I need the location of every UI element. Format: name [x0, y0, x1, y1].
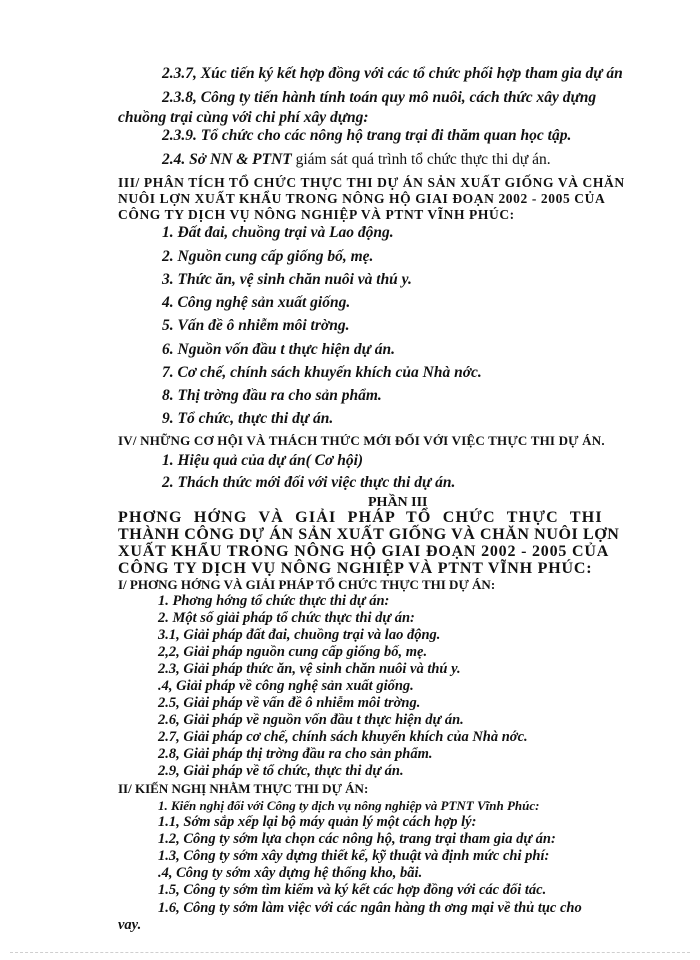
part-i-item: 2.6, Giải pháp về nguồn vốn đầu t thực hiện dự án.	[158, 712, 464, 728]
section-iii-heading-1: III/ PHÂN TÍCH TỔ CHỨC THỰC THI DỰ ÁN SẢN XUẤT GIỐNG VÀ CHĂN	[118, 175, 625, 190]
part-i-item: 2.3, Giải pháp thức ăn, vệ sinh chăn nuôi và thú y.	[158, 661, 461, 677]
section-iii-item: 3. Thức ăn, vệ sinh chăn nuôi và thú y.	[162, 271, 412, 288]
part-ii-item: 1.2, Công ty sớm lựa chọn các nông hộ, trang trại tham gia dự án:	[158, 831, 556, 847]
item-2-4-bold: 2.4. Sở NN & PTNT	[162, 151, 292, 168]
part-i-item: 2.7, Giải pháp cơ chế, chính sách khuyến khích của Nhà nớc.	[158, 729, 528, 745]
section-iii-item: 4. Công nghệ sản xuất giống.	[162, 294, 351, 311]
item-2-3-8: 2.3.8, Công ty tiến hành tính toán quy mô nuôi, cách thức xây dựng	[162, 89, 597, 106]
section-iii-item: 6. Nguồn vốn đầu t thực hiện dự án.	[162, 341, 396, 358]
part-title-3: XUẤT KHẨU TRONG NÔNG HỘ GIAI ĐOẠN 2002 - 2005 CỦA	[118, 543, 610, 560]
part-i-item: 1. Phơng hớng tổ chức thực thi dự án:	[158, 593, 390, 609]
part-ii-item: .4, Công ty sớm xây dựng hệ thống kho, bãi.	[158, 865, 423, 881]
part-i-item: 3.1, Giải pháp đất đai, chuồng trại và lao động.	[158, 627, 441, 643]
part-i-item: 2.5, Giải pháp về vấn đề ô nhiễm môi trờng.	[158, 695, 421, 711]
part-ii-item-cont: vay.	[118, 917, 142, 933]
section-iii-heading-2: NUÔI LỢN XUẤT KHẨU TRONG NÔNG HỘ GIAI ĐOẠN 2002 - 2005 CỦA	[118, 191, 606, 206]
page-bottom-divider	[10, 952, 690, 953]
part-i-item: 2.9, Giải pháp về tổ chức, thực thi dự án.	[158, 763, 404, 779]
part-ii-heading: II/ KIẾN NGHỊ NHẰM THỰC THI DỰ ÁN:	[118, 781, 369, 796]
item-2-3-9: 2.3.9. Tổ chức cho các nông hộ trang trại đi thăm quan học tập.	[162, 127, 572, 144]
item-2-3-8-cont: chuồng trại cùng với chi phí xây dựng:	[118, 109, 369, 126]
part-ii-item: 1.6, Công ty sớm làm việc với các ngân hàng th ơng mại về thủ tục cho	[158, 900, 582, 916]
item-2-3-7: 2.3.7, Xúc tiến ký kết hợp đồng với các tổ chức phối hợp tham gia dự án	[162, 65, 623, 82]
part-ii-item: 1.5, Công ty sớm tìm kiếm và ký kết các hợp đồng với các đối tác.	[158, 882, 547, 898]
part-i-item: 2.8, Giải pháp thị trờng đầu ra cho sản phẩm.	[158, 746, 433, 762]
part-i-item: .4, Giải pháp về công nghệ sản xuất giống.	[158, 678, 414, 694]
section-iv-heading: IV/ NHỮNG CƠ HỘI VÀ THÁCH THỨC MỚI ĐỐI VỚI VIỆC THỰC THI DỰ ÁN.	[118, 433, 605, 448]
section-iv-item: 1. Hiệu quả của dự án( Cơ hội)	[162, 452, 364, 469]
part-title-4: CÔNG TY DỊCH VỤ NÔNG NGHIỆP VÀ PTNT VĨNH PHÚC:	[118, 560, 593, 577]
part-ii-item: 1.1, Sớm sắp xếp lại bộ máy quản lý một cách hợp lý:	[158, 814, 477, 830]
item-2-4-rest: giám sát quá trình tổ chức thực thi dự án.	[291, 151, 551, 168]
section-iii-heading-3: CÔNG TY DỊCH VỤ NÔNG NGHIỆP VÀ PTNT VĨNH PHÚC:	[118, 207, 515, 222]
section-iii-item: 5. Vấn đề ô nhiễm môi trờng.	[162, 317, 350, 334]
part-i-item: 2. Một số giải pháp tổ chức thực thi dự án:	[158, 610, 415, 626]
part-ii-item: 1.3, Công ty sớm xây dựng thiết kế, kỹ thuật và định mức chi phí:	[158, 848, 550, 864]
section-iii-item: 8. Thị trờng đầu ra cho sản phẩm.	[162, 387, 382, 404]
item-2-4	[162, 150, 551, 170]
section-iii-item: 9. Tổ chức, thực thi dự án.	[162, 410, 334, 427]
section-iv-item: 2. Thách thức mới đối với việc thực thi dự án.	[162, 474, 456, 491]
part-i-heading: I/ PHƠNG HỚNG VÀ GIẢI PHÁP TỔ CHỨC THỰC THI DỰ ÁN:	[118, 577, 496, 592]
section-iii-item: 7. Cơ chế, chính sách khuyến khích của Nhà nớc.	[162, 364, 482, 381]
part-ii-item: 1. Kiến nghị đối với Công ty dịch vụ nông nghiệp và PTNT Vĩnh Phúc:	[158, 798, 540, 813]
part-i-item: 2,2, Giải pháp nguồn cung cấp giống bố, mẹ.	[158, 644, 428, 660]
part-title-1: PHƠNG HỚNG VÀ GIẢI PHÁP TỔ CHỨC THỰC THI	[118, 509, 603, 526]
part-heading: PHẦN III	[368, 495, 428, 510]
section-iii-item: 1. Đất đai, chuồng trại và Lao động.	[162, 224, 394, 241]
part-title-2: THÀNH CÔNG DỰ ÁN SẢN XUẤT GIỐNG VÀ CHĂN NUÔI LỢN	[118, 526, 620, 543]
section-iii-item: 2. Nguồn cung cấp giống bố, mẹ.	[162, 248, 374, 265]
